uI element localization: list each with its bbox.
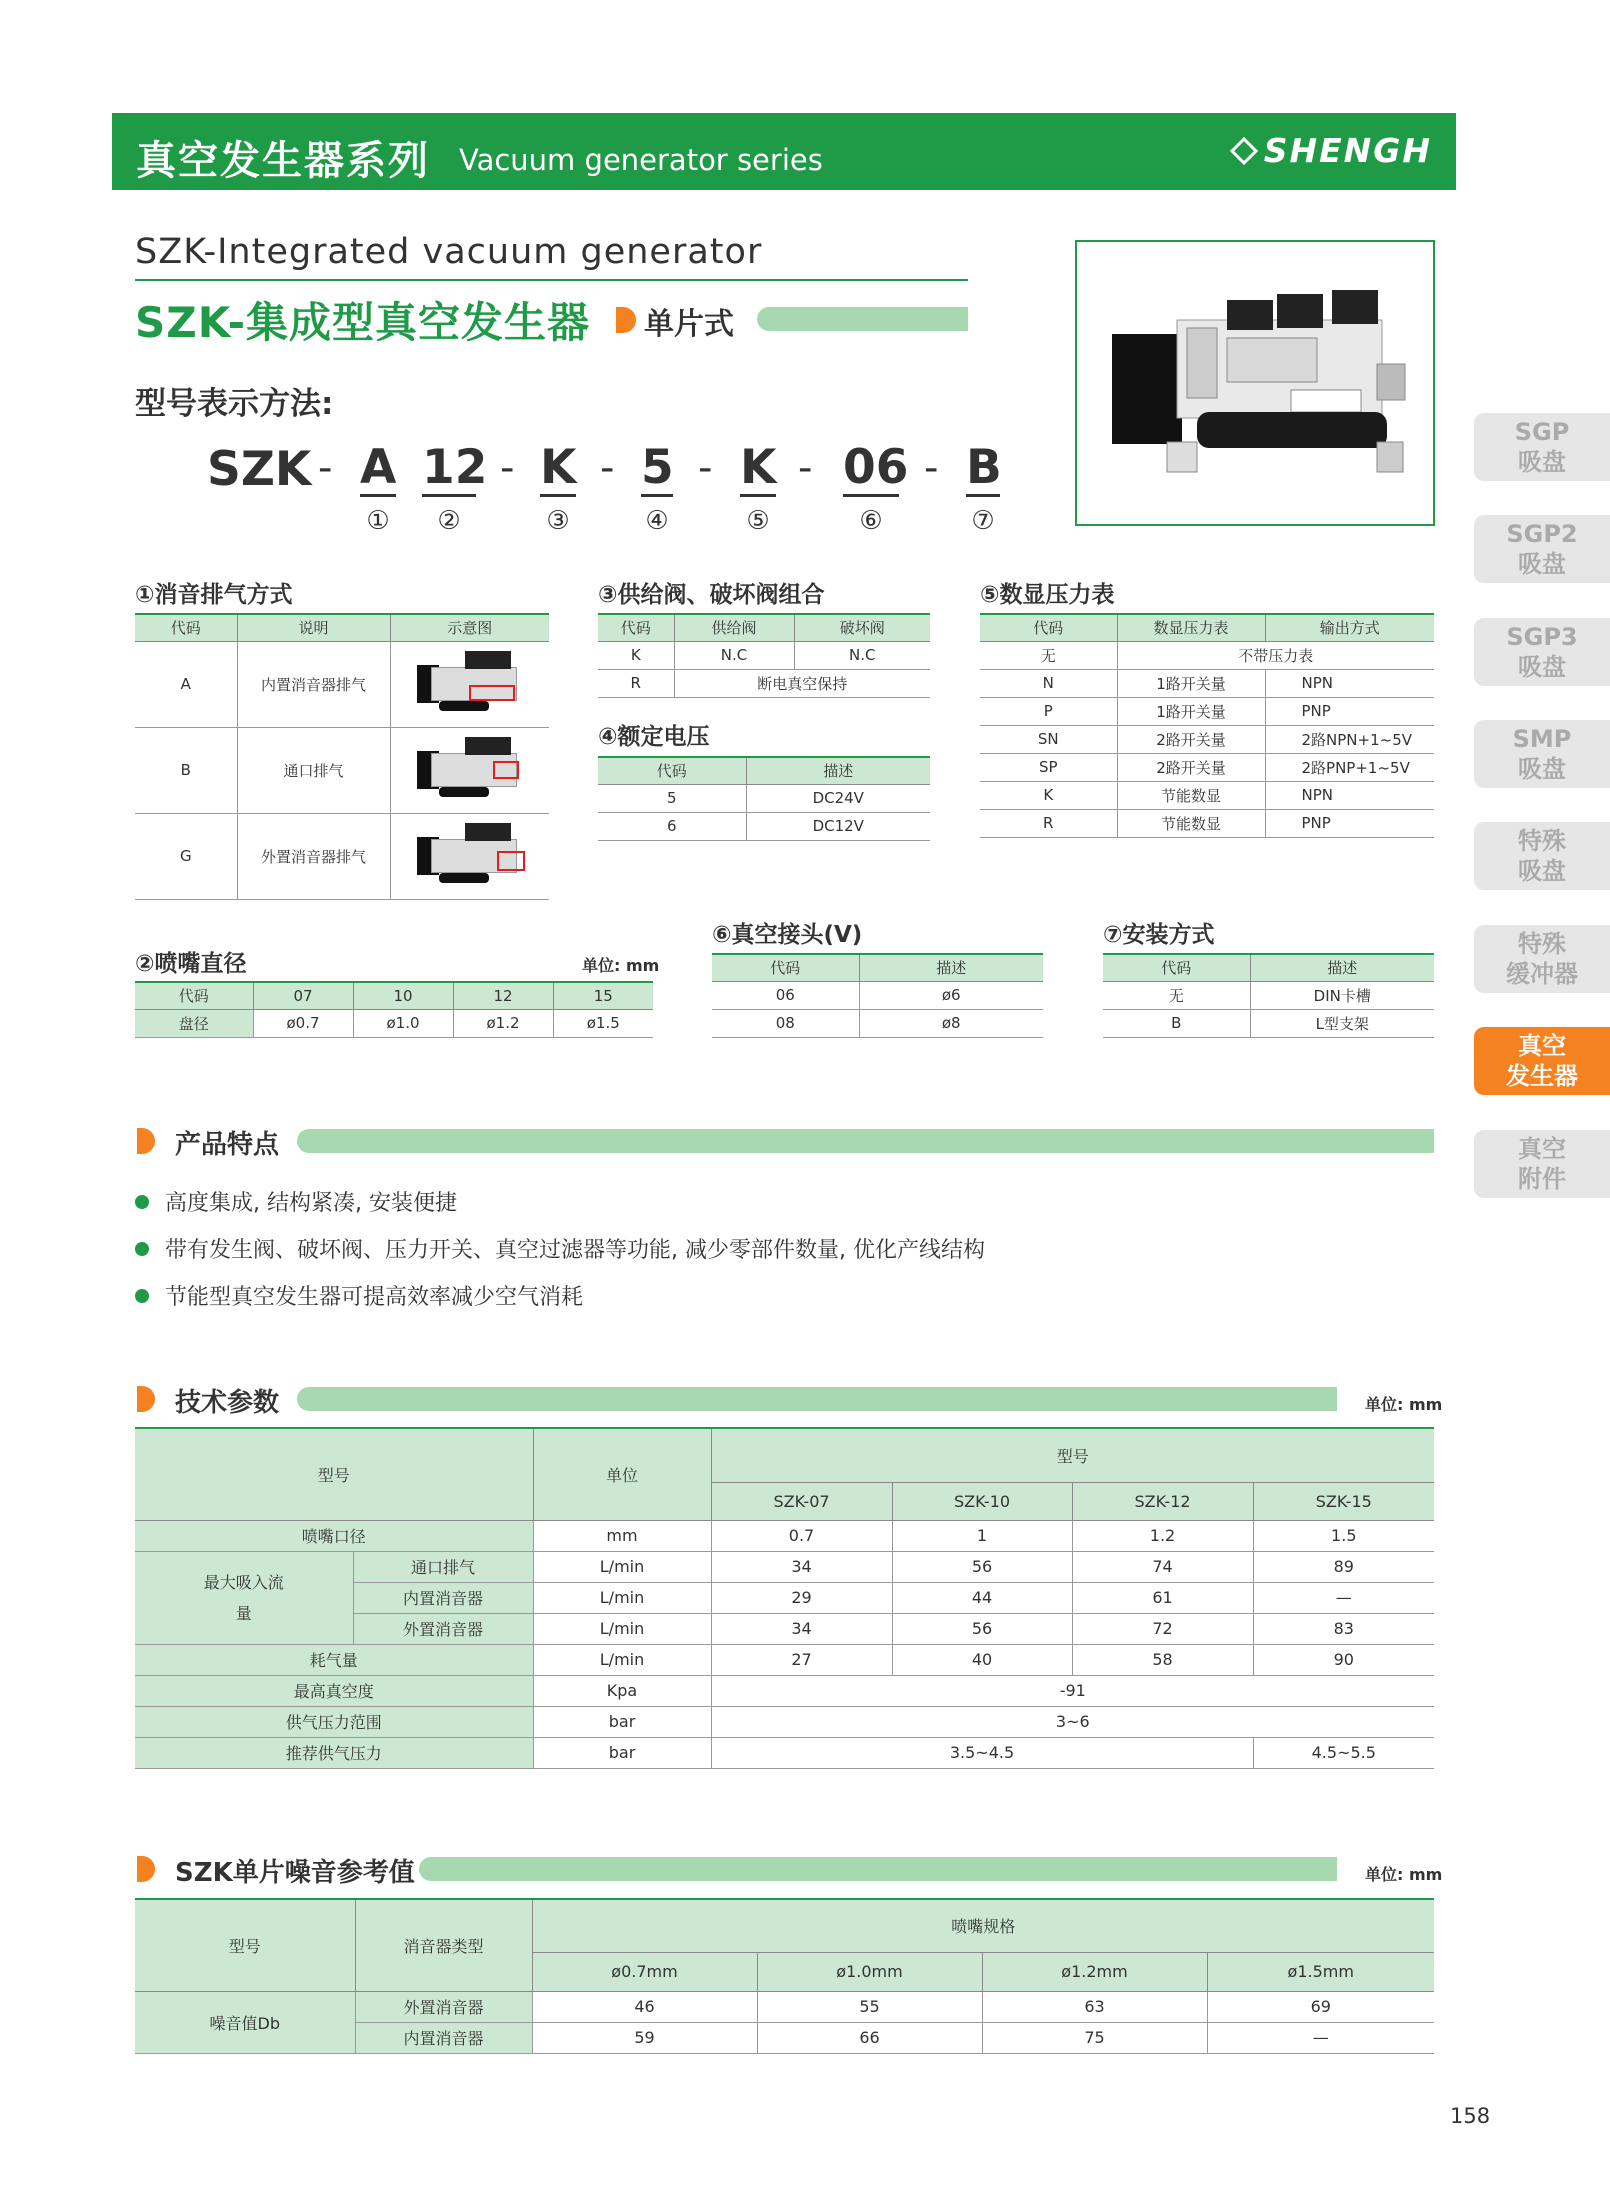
diagram-cell [390, 641, 549, 727]
bullet-dot-icon [135, 1242, 149, 1256]
tech-params-table: 型号 单位 型号 SZK-07 SZK-10 SZK-12 SZK-15 喷嘴口径 mm 0.7 1 1.2 1.5 最大吸入流量 通口排气 L/min 34 56 74 89 内置消音器 L/min 29 44 61 — 外置消音器 L/min 34 56 72 83 耗气量 L/min 27 40 58 90 最高真空度 Kpa -91 供气压力范围 bar 3~6 推荐供气压力 bar 3.5~4.5 4.5~5.5 [135, 1427, 1434, 1769]
table-row: SN 2路开关量 2路NPN+1~5V [980, 725, 1434, 753]
model-part-1: A [360, 440, 397, 495]
title-accent-bar [757, 307, 968, 331]
marker-4: ④ [645, 506, 669, 536]
table-row: 5 DC24V [598, 784, 930, 812]
model-part-2: 12 [422, 440, 488, 495]
table-row: 6 DC12V [598, 812, 930, 840]
product-title-en: SZK-Integrated vacuum generator [135, 232, 763, 272]
tab-special-cup[interactable]: 特殊 吸盘 [1474, 822, 1610, 890]
feature-item: 带有发生阀、破坏阀、压力开关、真空过滤器等功能, 减少零部件数量, 优化产线结构 [135, 1233, 985, 1264]
table-row: 无 不带压力表 [980, 641, 1434, 669]
table-row: 供气压力范围 bar 3~6 [135, 1706, 1434, 1737]
table-row: 外置消音器 L/min 34 56 72 83 [135, 1613, 1434, 1644]
diamond-icon [1230, 136, 1258, 164]
diagram-cell [390, 727, 549, 813]
connector-table: 代码 描述 06 ø6 08 ø8 [712, 953, 1043, 1038]
dash: - [500, 445, 515, 491]
dash: - [698, 445, 713, 491]
brand-logo: SHENGH [1234, 131, 1432, 170]
table-row: R 节能数显 PNP [980, 809, 1434, 837]
tech-unit: 单位: mm [1365, 1395, 1443, 1414]
exhaust-table: 代码 说明 示意图 A 内置消音器排气 B 通口排气 G 外置消音器排气 [135, 613, 549, 900]
tab-vacuum-accessory[interactable]: 真空 附件 [1474, 1130, 1610, 1198]
table-row: K 节能数显 NPN [980, 781, 1434, 809]
product-image [1075, 240, 1435, 526]
voltage-table: 代码 描述 5 DC24V 6 DC12V [598, 756, 930, 841]
tab-vacuum-generator[interactable]: 真空 发生器 [1474, 1027, 1610, 1095]
table-row: 无 DIN卡槽 [1103, 981, 1434, 1009]
marker-7: ⑦ [971, 506, 995, 536]
nozzle-table: 代码 07 10 12 15 盘径 ø0.7 ø1.0 ø1.2 ø1.5 [135, 981, 653, 1038]
table-row: B L型支架 [1103, 1009, 1434, 1037]
table-row: 08 ø8 [712, 1009, 1043, 1037]
noise-unit: 单位: mm [1365, 1865, 1443, 1884]
product-subtitle: 单片式 [644, 307, 734, 342]
header-accent-bar [297, 1387, 1337, 1411]
tab-sgp3[interactable]: SGP3 吸盘 [1474, 618, 1610, 686]
table-row: 最大吸入流量 通口排气 L/min 34 56 74 89 [135, 1551, 1434, 1582]
model-part-5: K [740, 440, 777, 495]
voltage-section-title: ④额定电压 [598, 724, 710, 750]
table-row: B 通口排气 [135, 727, 549, 813]
marker-2: ② [437, 506, 461, 536]
table-row: 耗气量 L/min 27 40 58 90 [135, 1644, 1434, 1675]
table-row: R 断电真空保持 [598, 669, 930, 697]
dash: - [798, 445, 813, 491]
tab-sgp[interactable]: SGP 吸盘 [1474, 413, 1610, 481]
nozzle-unit: 单位: mm [582, 956, 660, 975]
exhaust-diagram-b [411, 731, 529, 805]
model-part-3: K [540, 440, 577, 495]
feature-item: 节能型真空发生器可提高效率减少空气消耗 [135, 1280, 583, 1311]
banner-title-cn: 真空发生器系列 [136, 138, 430, 184]
table-row: 盘径 ø0.7 ø1.0 ø1.2 ø1.5 [135, 1009, 653, 1037]
table-row: A 内置消音器排气 [135, 641, 549, 727]
banner-title-en: Vacuum generator series [459, 143, 823, 177]
dash: - [600, 445, 615, 491]
tab-smp[interactable]: SMP 吸盘 [1474, 720, 1610, 788]
bullet-marker-icon [137, 1128, 155, 1154]
noise-table: 型号 消音器类型 喷嘴规格 ø0.7mm ø1.0mm ø1.2mm ø1.5mm 噪音值Db 外置消音器 46 55 63 69 内置消音器 59 66 75 — [135, 1898, 1434, 2054]
marker-5: ⑤ [746, 506, 770, 536]
header-accent-bar [419, 1857, 1337, 1881]
tech-header: 技术参数 [137, 1382, 1337, 1416]
model-part-series: SZK [207, 442, 312, 497]
table-row: 推荐供气压力 bar 3.5~4.5 4.5~5.5 [135, 1737, 1434, 1768]
vacuum-generator-illustration [1077, 242, 1433, 524]
connector-section-title: ⑥真空接头(V) [712, 922, 863, 948]
valve-section-title: ③供给阀、破坏阀组合 [598, 582, 825, 608]
dash: - [924, 445, 939, 491]
marker-3: ③ [546, 506, 570, 536]
mount-table: 代码 描述 无 DIN卡槽 B L型支架 [1103, 953, 1434, 1038]
marker-6: ⑥ [859, 506, 883, 536]
bullet-marker-icon [616, 307, 636, 333]
noise-header: SZK单片噪音参考值 [137, 1852, 1337, 1886]
model-part-6: 06 [843, 440, 909, 495]
table-row: 06 ø6 [712, 981, 1043, 1009]
table-row: N 1路开关量 NPN [980, 669, 1434, 697]
table-row: 噪音值Db 外置消音器 46 55 63 69 [135, 1991, 1434, 2022]
dash: - [318, 445, 333, 491]
table-row: SP 2路开关量 2路PNP+1~5V [980, 753, 1434, 781]
table-row: 内置消音器 L/min 29 44 61 — [135, 1582, 1434, 1613]
table-row: 喷嘴口径 mm 0.7 1 1.2 1.5 [135, 1520, 1434, 1551]
feature-item: 高度集成, 结构紧凑, 安装便捷 [135, 1186, 457, 1217]
header-accent-bar [297, 1129, 1434, 1153]
gauge-section-title: ⑤数显压力表 [980, 582, 1115, 608]
gauge-table: 代码 数显压力表 输出方式 无 不带压力表 N 1路开关量 NPN P 1路开关量 PNP SN 2路开关量 2路NPN+1~5V SP 2路开关量 2路PNP+1~5V K 节能数显 NPN R 节能数显 PNP [980, 613, 1434, 838]
table-row: P 1路开关量 PNP [980, 697, 1434, 725]
table-row: 内置消音器 59 66 75 — [135, 2022, 1434, 2053]
bullet-marker-icon [137, 1386, 155, 1412]
header-banner [112, 113, 1456, 190]
model-part-4: 5 [641, 440, 674, 495]
bullet-dot-icon [135, 1195, 149, 1209]
marker-1: ① [366, 506, 390, 536]
bullet-dot-icon [135, 1289, 149, 1303]
nozzle-section-title: ②喷嘴直径 [135, 951, 247, 977]
exhaust-diagram-a [411, 645, 529, 719]
table-row: G 外置消音器排气 [135, 813, 549, 899]
model-part-7: B [966, 440, 1002, 495]
title-divider [135, 279, 968, 281]
page-number: 158 [1450, 2104, 1491, 2128]
tab-special-buffer[interactable]: 特殊 缓冲器 [1474, 925, 1610, 993]
valve-table: 代码 供给阀 破坏阀 K N.C N.C R 断电真空保持 [598, 613, 930, 698]
exhaust-diagram-g [411, 817, 529, 891]
model-heading: 型号表示方法: [135, 386, 334, 422]
features-header: 产品特点 [137, 1124, 1434, 1158]
product-title-cn: SZK-集成型真空发生器 [135, 298, 591, 347]
mount-section-title: ⑦安装方式 [1103, 922, 1215, 948]
bullet-marker-icon [137, 1856, 155, 1882]
tab-sgp2[interactable]: SGP2 吸盘 [1474, 515, 1610, 583]
table-row: 最高真空度 Kpa -91 [135, 1675, 1434, 1706]
diagram-cell [390, 813, 549, 899]
table-row: K N.C N.C [598, 641, 930, 669]
exhaust-section-title: ①消音排气方式 [135, 582, 293, 608]
